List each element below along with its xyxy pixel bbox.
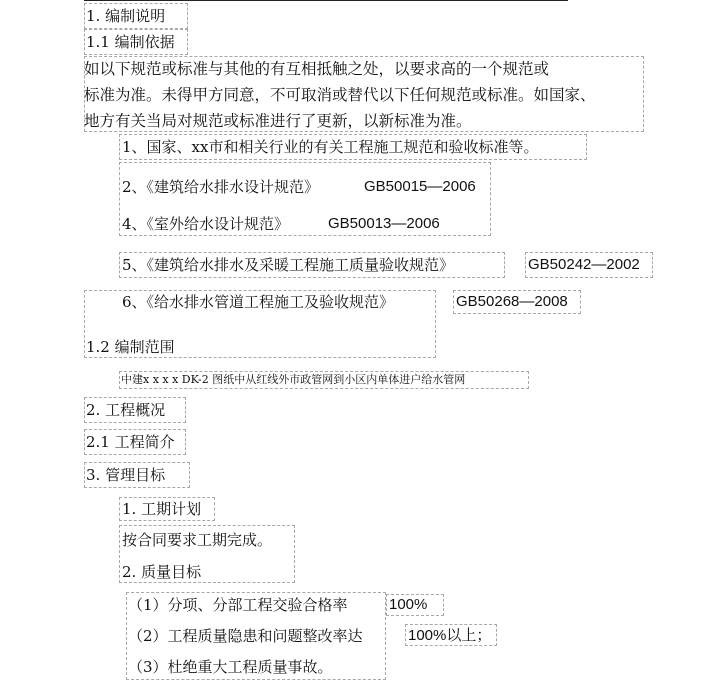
item-5-code: GB50242—2002 <box>528 256 640 273</box>
basis-line-1: 如以下规范或标准与其他的有互相抵触之处，以要求高的一个规范或 <box>84 60 550 78</box>
heading-basis: 1.1 编制依据 <box>86 33 175 51</box>
goal-schedule-text: 按合同要求工期完成。 <box>122 531 273 549</box>
top-rule <box>84 0 568 1</box>
item-6-name: 6、《给水排水管道工程施工及验收规范》 <box>122 293 395 311</box>
goal-quality-title: 2. 质量目标 <box>122 563 202 581</box>
item-2-code: GB50015—2006 <box>364 178 476 195</box>
item-4-name: 4、《室外给水设计规范》 <box>122 215 290 233</box>
basis-line-2: 标准为准。未得甲方同意，不可取消或替代以下任何规范或标准。如国家、 <box>84 86 596 104</box>
quality-item-2: （2）工程质量隐患和问题整改率达 <box>128 627 363 645</box>
heading-scope: 1.2 编制范围 <box>86 338 175 356</box>
heading-brief: 2.1 工程简介 <box>86 433 175 451</box>
quality-item-1-value: 100% <box>389 596 428 613</box>
item-1: 1、国家、xx市和相关行业的有关工程施工规范和验收标准等。 <box>122 138 539 156</box>
basis-paragraph <box>84 56 644 134</box>
item-6-code: GB50268—2008 <box>456 293 568 310</box>
heading-goals: 3. 管理目标 <box>86 466 166 484</box>
scope-text: 中建x x x x DK-2 图纸中从红线外市政管网到小区内单体进户给水管网 <box>121 373 466 386</box>
item-5-name: 5、《建筑给水排水及采暖工程施工质量验收规范》 <box>122 256 455 274</box>
quality-item-2-value: 100%以上； <box>408 627 492 644</box>
item-4-code: GB50013—2006 <box>328 215 440 232</box>
quality-item-3: （3）杜绝重大工程质量事故。 <box>128 658 333 676</box>
item-2-name: 2、《建筑给水排水设计规范》 <box>122 178 320 196</box>
heading-prep: 1. 编制说明 <box>86 7 166 25</box>
heading-overview: 2. 工程概况 <box>86 401 166 419</box>
goal-schedule-title: 1. 工期计划 <box>122 500 202 518</box>
basis-line-3: 地方有关当局对规范或标准进行了更新，以新标准为准。 <box>84 112 472 130</box>
quality-item-1: （1）分项、分部工程交验合格率 <box>128 596 348 614</box>
